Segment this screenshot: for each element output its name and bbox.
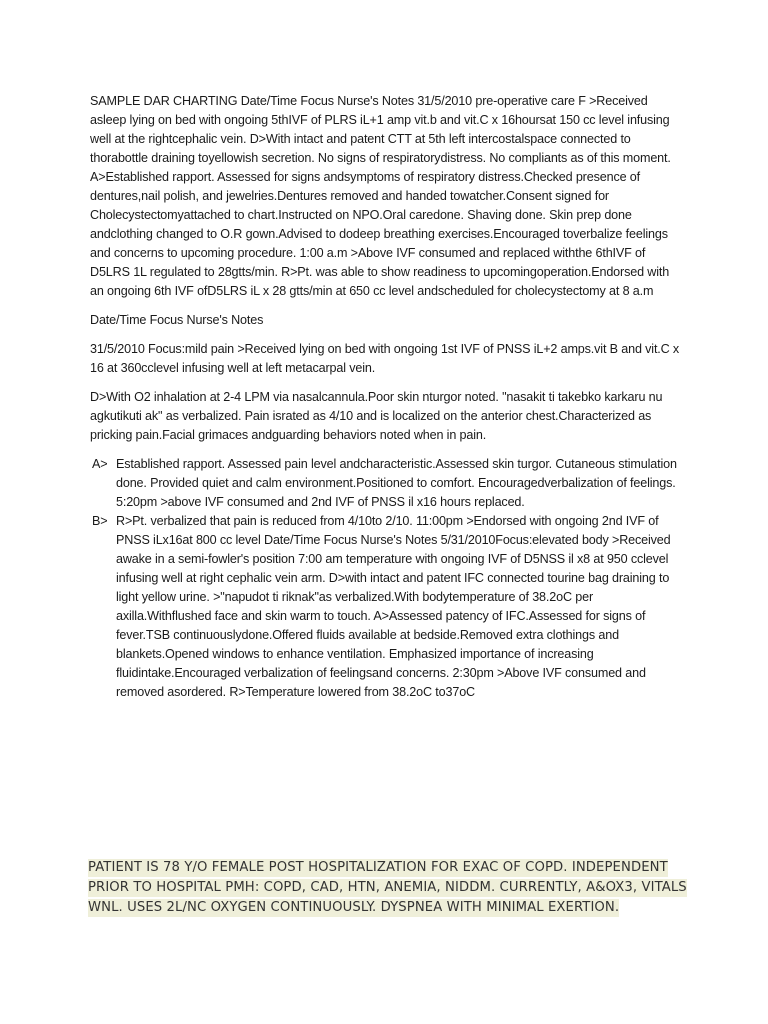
action-response-list [90, 455, 682, 702]
list-item [90, 455, 682, 512]
focus-mild-pain-paragraph: 31/5/2010 Focus:mild pain >Received lying on bed with ongoing 1st IVF of PNSS iL+2 amps.vit B and vit.C x 16 at 360cclevel infusing well at left metacarpal vein. [90, 342, 680, 375]
notes-heading: Date/Time Focus Nurse's Notes [90, 313, 264, 327]
nurse-notes-body [90, 92, 682, 702]
patient-summary [88, 858, 688, 918]
list-marker: B> [92, 514, 108, 528]
list-item [90, 512, 682, 702]
data-paragraph: D>With O2 inhalation at 2-4 LPM via nasalcannula.Poor skin nturgor noted. "nasakit ti takebko karkaru nu agkutikuti ak" as verbalized. Pain israted as 4/10 and is localized on the anterior chest.Characterized as pricking pain.Facial grimaces andguarding behaviors noted when in pain. [90, 390, 663, 442]
dar-charting-paragraph: SAMPLE DAR CHARTING Date/Time Focus Nurse's Notes 31/5/2010 pre-operative care F >Received asleep lying on bed with ongoing 5thIVF of PLRS iL+1 amp vit.b and vit.C x 16hoursat 150 cc level infusing well at the rightcephalic vein. D>With intact and patent CTT at 5th left intercostalspace connected to thorabottle draining toyellowish secretion. No signs of respiratorydistress. No compliants as of this moment. A>Established rapport. Assessed for signs andsymptoms of respiratory distress.Checked presence of dentures,nail polish, and jewelries.Dentures removed and handed towatcher.Consent signed for Cholecystectomyattached to chart.Instructed on NPO.Oral caredone. Shaving done. Skin prep done andclothing changed to O.R gown.Advised to dodeep breathing exercises.Encouraged toverbalize feelings and concerns to upcoming procedure. 1:00 a.m >Above IVF consumed and replaced withthe 6thIVF of D5LRS 1L regulated to 28gtts/min. R>Pt. was able to show readiness to upcomingoperation.Endorsed with an ongoing 6th IVF ofD5LRS iL x 28 gtts/min at 650 cc level andscheduled for cholecystectomy at 8 a.m [90, 94, 671, 298]
list-item-text: R>Pt. verbalized that pain is reduced from 4/10to 2/10. 11:00pm >Endorsed with ongoing 2nd IVF of PNSS iLx16at 800 cc level Date/Time Focus Nurse's Notes 5/31/2010Focus:elevated body >Received awake in a semi-fowler's position 7:00 am temperature with ongoing IVF of D5NSS il x8 at 950 cclevel infusing well at right cephalic vein arm. D>with intact and patent IFC connected tourine bag draining to light yellow urine. >"napudot ti riknak"as verbalized.With bodytemperature of 38.2oC per axilla.Withflushed face and skin warm to touch. A>Assessed patency of IFC.Assessed for signs of fever.TSB continuouslydone.Offered fluids available at bedside.Removed extra clothings and blankets.Opened windows to enhance ventilation. Emphasized importance of increasing fluidintake.Encouraged verbalization of feelingsand concerns. 2:30pm >Above IVF consumed and removed asordered. R>Temperature lowered from 38.2oC to37oC [116, 514, 671, 699]
list-marker: A> [92, 457, 108, 471]
list-item-text: Established rapport. Assessed pain level andcharacteristic.Assessed skin turgor. Cutaneous stimulation done. Provided quiet and calm environment.Positioned to comfort. Encouragedverbalization of feelings. 5:20pm >above IVF consumed and 2nd IVF of PNSS il x16 hours replaced. [116, 457, 677, 509]
patient-summary-text: PATIENT IS 78 Y/O FEMALE POST HOSPITALIZATION FOR EXAC OF COPD. INDEPENDENT PRIOR TO HOSPITAL PMH: COPD, CAD, HTN, ANEMIA, NIDDM. CURRENTLY, A&OX3, VITALS WNL. USES 2L/NC OXYGEN CONTINUOUSLY. DYSPNEA WITH MINIMAL EXERTION. [88, 860, 687, 915]
